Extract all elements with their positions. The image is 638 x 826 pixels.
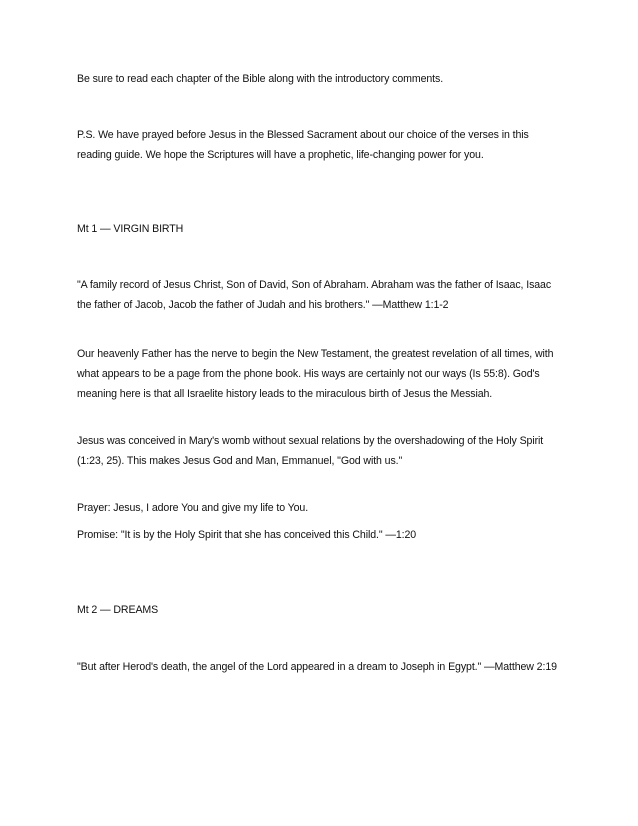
scripture-quote-mt1: "A family record of Jesus Christ, Son of David, Son of Abraham. Abraham was the father of Isaac, Isaac the father of Jacob, Jacob the father of Judah and his brothers." —Matthew 1:1-2 (77, 279, 552, 311)
commentary-paragraph-2: Jesus was conceived in Mary's womb without sexual relations by the overshadowing of the Holy Spirit (1:23, 25). This makes Jesus God and Man, Emmanuel, "God with us." (77, 435, 544, 467)
prayer-line: Prayer: Jesus, I adore You and give my life to You. (77, 502, 309, 514)
section-heading-mt2: Mt 2 — DREAMS (77, 604, 159, 616)
section-heading-mt1: Mt 1 — VIRGIN BIRTH (77, 223, 184, 235)
ps-paragraph: P.S. We have prayed before Jesus in the Blessed Sacrament about our choice of the verses in this reading guide. We hope the Scriptures will have a prophetic, life-changing power for you. (77, 129, 529, 161)
commentary-paragraph-1: Our heavenly Father has the nerve to begin the New Testament, the greatest revelation of all times, with what appears to be a page from the phone book. His ways are certainly not our ways (Is 55:8). God's meaning here is that all Israelite history leads to the miraculous birth of Jesus the Messiah. (77, 348, 554, 400)
scripture-quote-mt2: "But after Herod's death, the angel of the Lord appeared in a dream to Joseph in Egypt." —Matthew 2:19 (77, 661, 557, 673)
intro-paragraph: Be sure to read each chapter of the Bible along with the introductory comments. (77, 73, 444, 85)
promise-line: Promise: "It is by the Holy Spirit that she has conceived this Child." —1:20 (77, 529, 417, 541)
